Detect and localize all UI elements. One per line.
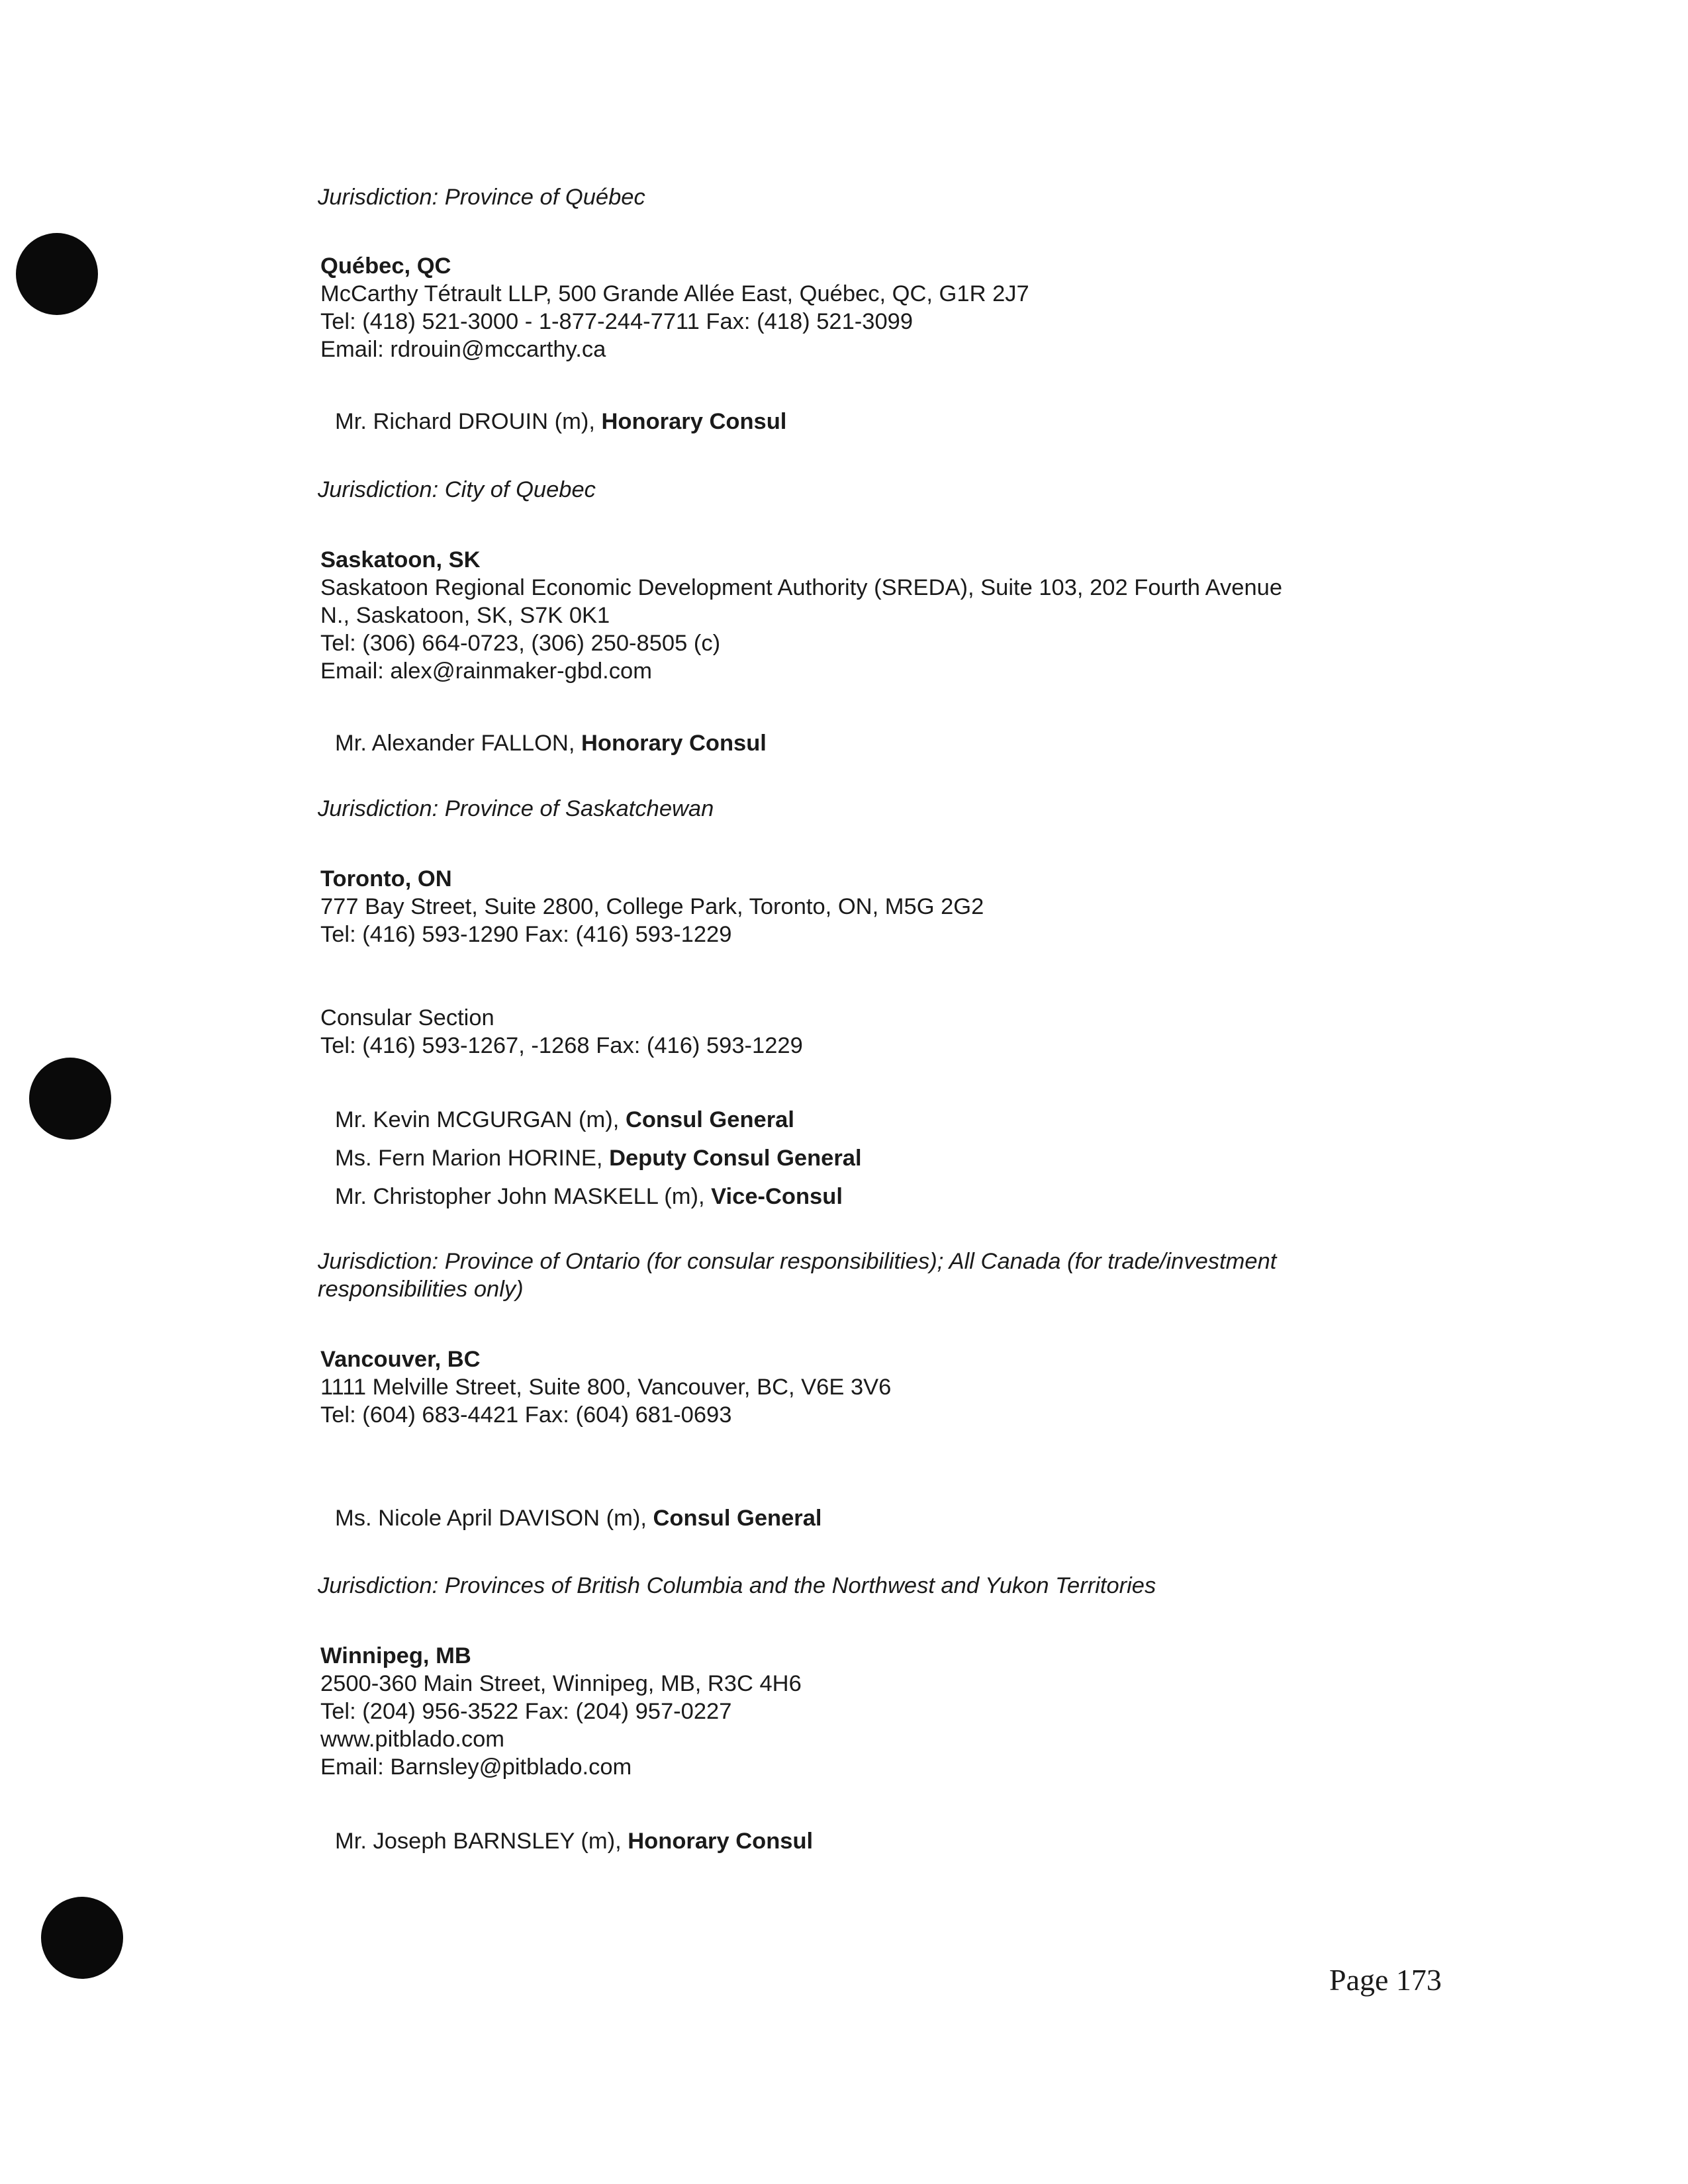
jurisdiction-text: Jurisdiction: City of Quebec (318, 477, 596, 502)
city-heading: Québec, QC (320, 253, 451, 279)
city-heading: Vancouver, BC (320, 1347, 481, 1372)
email-text: Email: alex@rainmaker-gbd.com (320, 659, 652, 684)
official-name: Mr. Christopher John MASKELL (m), (335, 1184, 712, 1209)
official-entry (335, 1107, 794, 1133)
page-number: Page 173 (1329, 1963, 1442, 1997)
address-text: N., Saskatoon, SK, S7K 0K1 (320, 603, 610, 628)
official-entry (335, 1183, 843, 1210)
city-heading: Winnipeg, MB (320, 1643, 471, 1668)
punch-hole (29, 1058, 111, 1140)
address-text: Saskatoon Regional Economic Development Authority (SREDA), Suite 103, 202 Fourth Avenue (320, 575, 1283, 600)
official-title: Honorary Consul (628, 1829, 814, 1854)
phone-text: Tel: (204) 956-3522 Fax: (204) 957-0227 (320, 1699, 732, 1724)
phone-text: Tel: (604) 683-4421 Fax: (604) 681-0693 (320, 1402, 732, 1428)
section-heading: Consular Section (320, 1005, 494, 1030)
official-title: Vice-Consul (711, 1184, 843, 1209)
jurisdiction-text: Jurisdiction: Provinces of British Columbia and the Northwest and Yukon Territories (318, 1573, 1156, 1598)
address-text: 1111 Melville Street, Suite 800, Vancouver, BC, V6E 3V6 (320, 1375, 892, 1400)
official-title: Consul General (625, 1107, 794, 1132)
email-text: Email: rdrouin@mccarthy.ca (320, 337, 606, 362)
address-text: McCarthy Tétrault LLP, 500 Grande Allée East, Québec, QC, G1R 2J7 (320, 281, 1029, 306)
address-text: 2500-360 Main Street, Winnipeg, MB, R3C 4H6 (320, 1671, 802, 1696)
jurisdiction-text: Jurisdiction: Province of Saskatchewan (318, 796, 714, 821)
official-title: Deputy Consul General (609, 1146, 862, 1171)
official-name: Mr. Kevin MCGURGAN (m), (335, 1107, 626, 1132)
official-entry (335, 1145, 862, 1171)
phone-text: Tel: (306) 664-0723, (306) 250-8505 (c) (320, 631, 721, 656)
punch-hole (16, 233, 98, 315)
official-entry (335, 1828, 813, 1854)
phone-text: Tel: (416) 593-1267, -1268 Fax: (416) 593-1229 (320, 1033, 803, 1058)
official-name: Mr. Joseph BARNSLEY (m), (335, 1829, 628, 1854)
address-text: 777 Bay Street, Suite 2800, College Park, Toronto, ON, M5G 2G2 (320, 894, 984, 919)
official-entry (335, 730, 767, 756)
city-heading: Saskatoon, SK (320, 547, 481, 572)
official-name: Mr. Alexander FALLON, (335, 731, 582, 756)
jurisdiction-text: Jurisdiction: Province of Québec (318, 185, 645, 210)
official-entry (335, 408, 786, 435)
website-text: www.pitblado.com (320, 1727, 505, 1752)
city-heading: Toronto, ON (320, 866, 452, 891)
official-title: Honorary Consul (581, 731, 767, 756)
official-name: Ms. Fern Marion HORINE, (335, 1146, 610, 1171)
punch-hole (41, 1897, 123, 1979)
official-title: Consul General (653, 1506, 822, 1531)
phone-text: Tel: (416) 593-1290 Fax: (416) 593-1229 (320, 922, 732, 947)
official-title: Honorary Consul (601, 409, 787, 434)
email-text: Email: Barnsley@pitblado.com (320, 1754, 632, 1780)
jurisdiction-text: Jurisdiction: Province of Ontario (for consular responsibilities); All Canada (for trade/investment (318, 1249, 1277, 1274)
official-name: Mr. Richard DROUIN (m), (335, 409, 602, 434)
jurisdiction-text: responsibilities only) (318, 1277, 524, 1302)
phone-text: Tel: (418) 521-3000 - 1-877-244-7711 Fax: (418) 521-3099 (320, 309, 914, 334)
official-name: Ms. Nicole April DAVISON (m), (335, 1506, 653, 1531)
official-entry (335, 1505, 822, 1531)
